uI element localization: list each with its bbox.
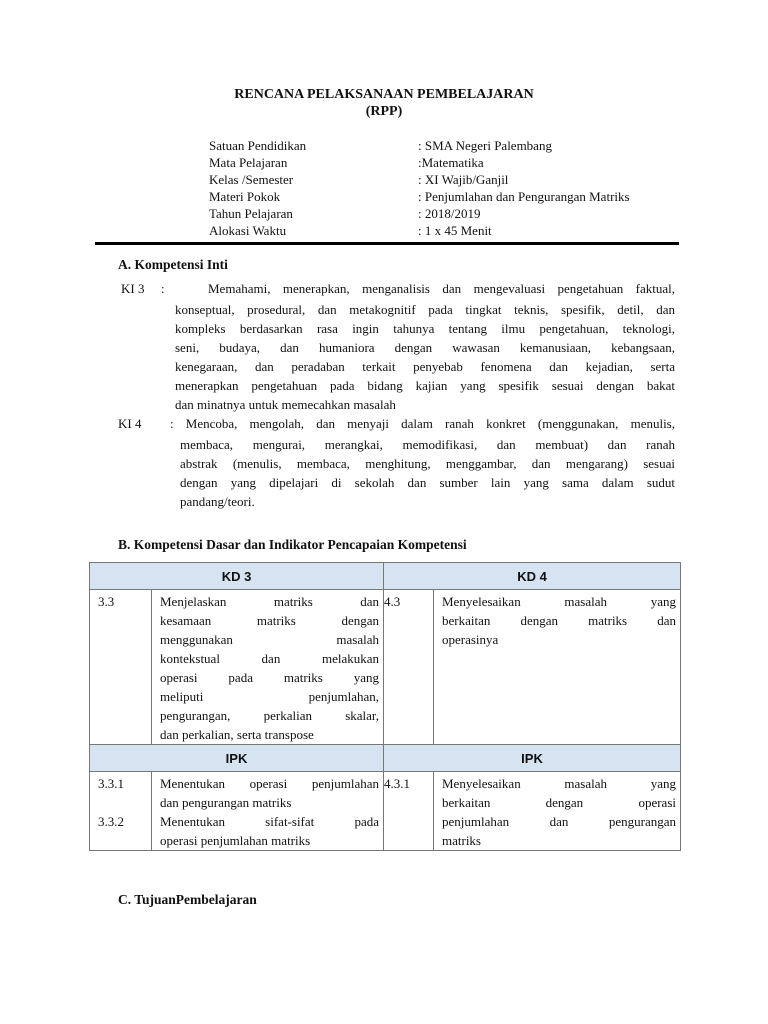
identity-value: : 2018/2019 — [418, 206, 481, 221]
section-c-heading: C. TujuanPembelajaran — [118, 892, 257, 907]
ipk4-description — [434, 772, 681, 851]
ki4-line: : Mencoba, mengolah, dan menyaji dalam ranah konkret (menggunakan, menulis, — [170, 416, 675, 431]
ki4-line: pandang/teori. — [180, 494, 255, 509]
ipk4-line: berkaitan dengan operasi — [442, 795, 676, 810]
identity-label: Mata Pelajaran — [209, 155, 288, 170]
identity-label: Satuan Pendidikan — [209, 138, 307, 153]
identity-label: Kelas /Semester — [209, 172, 294, 187]
kd4-description — [434, 590, 681, 745]
ipk4-line: Menyelesaikan masalah yang — [442, 776, 676, 791]
ki4-line: abstrak (menulis, membaca, menghitung, menggambar, dan mengarang) sesuai — [180, 456, 675, 471]
kd3-line: menggunakan masalah — [160, 632, 379, 647]
identity-label: Materi Pokok — [209, 189, 281, 204]
kd-table — [89, 562, 681, 851]
kd3-line: operasi pada matriks yang — [160, 670, 379, 685]
kd3-line: pengurangan, perkalian skalar, — [160, 708, 379, 723]
kd4-number: 4.3 — [384, 590, 434, 745]
kd4-header: KD 4 — [384, 563, 681, 590]
ipk3-line: Menentukan sifat-sifat pada — [160, 814, 379, 829]
identity-value: : XI Wajib/Ganjil — [418, 172, 509, 187]
kd3-line: dan perkalian, serta transpose — [160, 727, 314, 742]
ki3-paragraph — [175, 300, 675, 414]
ipk3-line: dan pengurangan matriks — [160, 795, 292, 810]
ipk4-line: penjumlahan dan pengurangan — [442, 814, 676, 829]
section-a-heading: A. Kompetensi Inti — [118, 257, 228, 272]
ki3-separator: : — [161, 281, 165, 296]
identity-value: :Matematika — [418, 155, 484, 170]
identity-value: : Penjumlahan dan Pengurangan Matriks — [418, 189, 630, 204]
identity-label: Tahun Pelajaran — [209, 206, 293, 221]
kd3-line: meliputi penjumlahan, — [160, 689, 379, 704]
kd4-line: Menyelesaikan masalah yang — [442, 594, 676, 609]
ki3-line: dan minatnya untuk memecahkan masalah — [175, 397, 396, 412]
document-subtitle: (RPP) — [365, 104, 403, 119]
ki3-label: KI 3 — [121, 281, 145, 296]
ki3-line: seni, budaya, dan humaniora dengan wawasan kemanusiaan, kebangsaan, — [175, 340, 675, 355]
ki3-line: Memahami, menerapkan, menganalisis dan mengevaluasi pengetahuan faktual, — [208, 281, 675, 296]
ipk3-number: 3.3.2 — [98, 814, 124, 829]
ipk3-line: Menentukan operasi penjumlahan — [160, 776, 379, 791]
ipk-header-left: IPK — [90, 745, 384, 772]
identity-value: : SMA Negeri Palembang — [418, 138, 552, 153]
ki4-line: membaca, mengurai, merangkai, memodifikasi, dan membuat) dan ranah — [180, 437, 675, 452]
identity-value: : 1 x 45 Menit — [418, 223, 492, 238]
ipk4-number: 4.3.1 — [384, 772, 434, 851]
kd3-number: 3.3 — [90, 590, 152, 745]
ipk3-line: operasi penjumlahan matriks — [160, 833, 311, 848]
kd4-line: operasinya — [442, 632, 499, 647]
section-b-heading: B. Kompetensi Dasar dan Indikator Pencapaian Kompetensi — [118, 537, 467, 552]
kd4-line: berkaitan dengan matriks dan — [442, 613, 676, 628]
ki4-line: dengan yang dipelajari di sekolah dan sumber lain yang sama dalam sudut — [180, 475, 675, 490]
ipk-header-right: IPK — [384, 745, 681, 772]
ki4-label: KI 4 — [118, 416, 142, 431]
kd3-line: kesamaan matriks dengan — [160, 613, 379, 628]
ki3-line: kenegaraan, dan peradaban terkait penyebab fenomena dan kejadian, serta — [175, 359, 675, 374]
ki3-line: kompleks berdasarkan rasa ingin tahunya tentang ilmu pengetahuan, teknologi, — [175, 321, 675, 336]
document-title: RENCANA PELAKSANAAN PEMBELAJARAN — [234, 87, 534, 102]
header-divider — [95, 242, 679, 245]
kd3-line: kontekstual dan melakukan — [160, 651, 379, 666]
identity-label: Alokasi Waktu — [209, 223, 287, 238]
ki3-line: menerapkan pengetahuan pada bidang kajian yang spesifik sesuai dengan bakat — [175, 378, 675, 393]
ki4-paragraph — [180, 435, 675, 511]
ipk3-numbers — [90, 772, 152, 851]
kd3-line: Menjelaskan matriks dan — [160, 594, 379, 609]
kd3-header: KD 3 — [90, 563, 384, 590]
ipk3-description — [152, 772, 384, 851]
kd3-description — [152, 590, 384, 745]
ipk3-number: 3.3.1 — [98, 776, 124, 791]
ki3-line: konseptual, prosedural, dan metakognitif pada tingkat teknis, spesifik, detil, dan — [175, 302, 675, 317]
ipk4-line: matriks — [442, 833, 481, 848]
